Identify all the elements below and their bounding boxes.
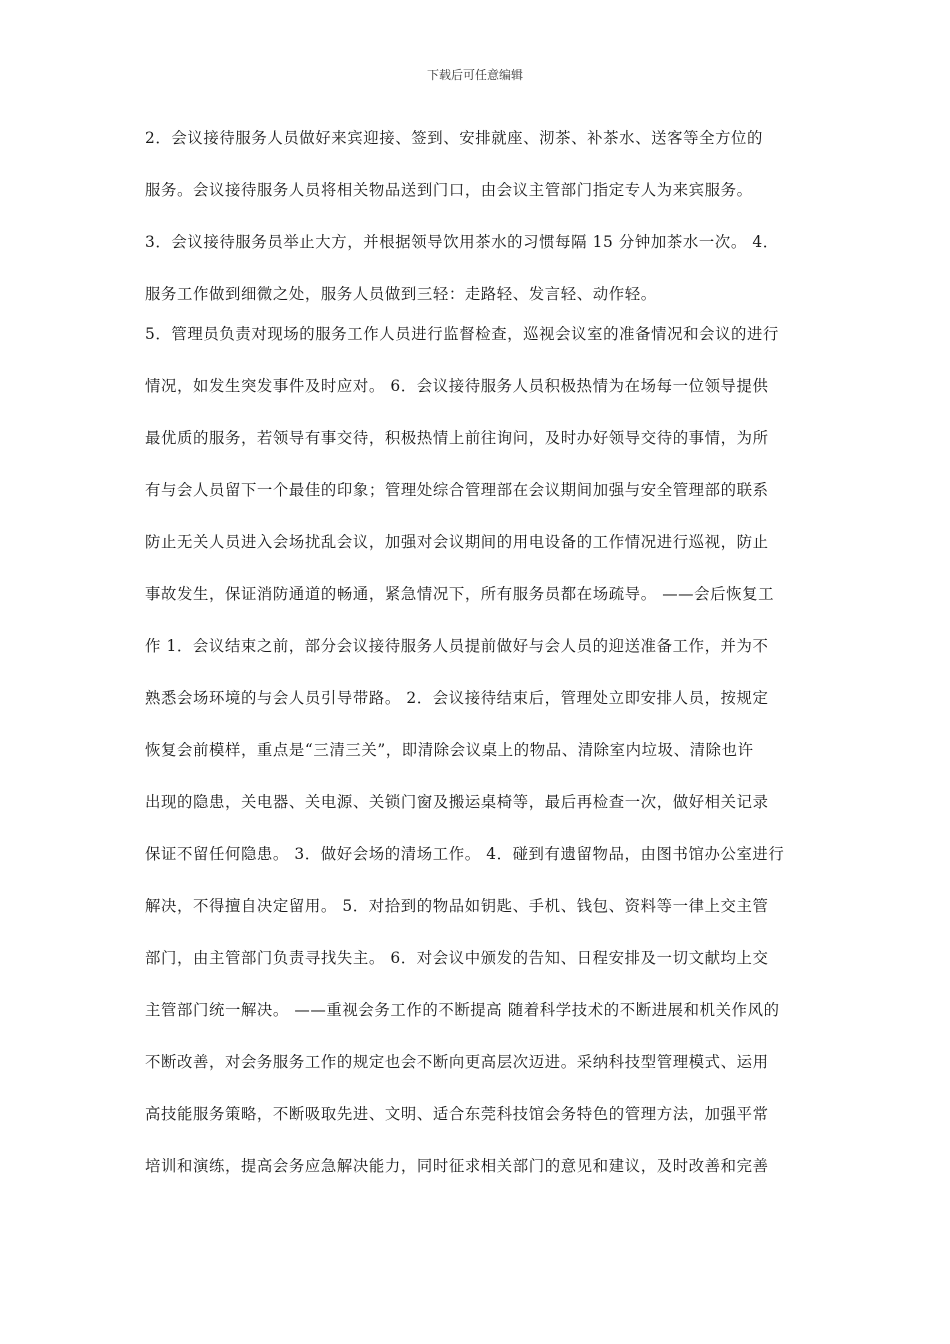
- paragraph-line: 2．会议接待服务人员做好来宾迎接、签到、安排就座、沏茶、补茶水、送客等全方位的: [145, 129, 764, 147]
- paragraph-line: 部门，由主管部门负责寻找失主。 6．对会议中颁发的告知、日程安排及一切文献均上交: [145, 949, 769, 967]
- paragraph-line: 高技能服务策略，不断吸取先进、文明、适合东莞科技馆会务特色的管理方法，加强平常: [145, 1105, 769, 1123]
- paragraph-line: 保证不留任何隐患。 3．做好会场的清场工作。 4．碰到有遗留物品，由图书馆办公室进行: [145, 845, 785, 863]
- paragraph-line: 有与会人员留下一个最佳的印象；管理处综合管理部在会议期间加强与安全管理部的联系: [145, 481, 769, 499]
- paragraph-line: 恢复会前模样，重点是“三清三关”，即清除会议桌上的物品、清除室内垃圾、清除也许: [145, 741, 754, 759]
- paragraph-line: 解决，不得擅自决定留用。 5．对拾到的物品如钥匙、手机、钱包、资料等一律上交主管: [145, 897, 769, 915]
- paragraph-line: 最优质的服务，若领导有事交待，积极热情上前往询问，及时办好领导交待的事情，为所: [145, 429, 769, 447]
- paragraph-line: 培训和演练，提高会务应急解决能力，同时征求相关部门的意见和建议，及时改善和完善: [145, 1157, 769, 1175]
- page-header: 下载后可任意编辑: [426, 68, 523, 82]
- paragraph-line: 主管部门统一解决。 ——重视会务工作的不断提高 随着科学技术的不断进展和机关作风的: [145, 1001, 780, 1019]
- paragraph-line: 3．会议接待服务员举止大方，并根据领导饮用茶水的习惯每隔 15 分钟加茶水一次。 4．: [145, 233, 779, 251]
- paragraph-line: 出现的隐患，关电器、关电源、关锁门窗及搬运桌椅等，最后再检查一次，做好相关记录: [145, 793, 769, 811]
- document-body: [145, 118, 807, 1198]
- paragraph-line: 熟悉会场环境的与会人员引导带路。 2．会议接待结束后，管理处立即安排人员，按规定: [145, 689, 769, 707]
- paragraph-line: 服务工作做到细微之处，服务人员做到三轻：走路轻、发言轻、动作轻。: [145, 285, 657, 303]
- paragraph-line: 作 1．会议结束之前，部分会议接待服务人员提前做好与会人员的迎送准备工作，并为不: [145, 637, 769, 655]
- paragraph-line: 5．管理员负责对现场的服务工作人员进行监督检查，巡视会议室的准备情况和会议的进行: [145, 325, 780, 343]
- paragraph-line: 事故发生，保证消防通道的畅通，紧急情况下，所有服务员都在场疏导。 ——会后恢复工: [145, 585, 775, 603]
- paragraph-line: 服务。会议接待服务人员将相关物品送到门口，由会议主管部门指定专人为来宾服务。: [145, 181, 753, 199]
- paragraph-line: 情况，如发生突发事件及时应对。 6．会议接待服务人员积极热情为在场每一位领导提供: [145, 377, 769, 395]
- paragraph-line: 防止无关人员进入会场扰乱会议，加强对会议期间的用电设备的工作情况进行巡视，防止: [145, 533, 769, 551]
- paragraph-line: 不断改善，对会务服务工作的规定也会不断向更高层次迈进。采纳科技型管理模式、运用: [145, 1053, 769, 1071]
